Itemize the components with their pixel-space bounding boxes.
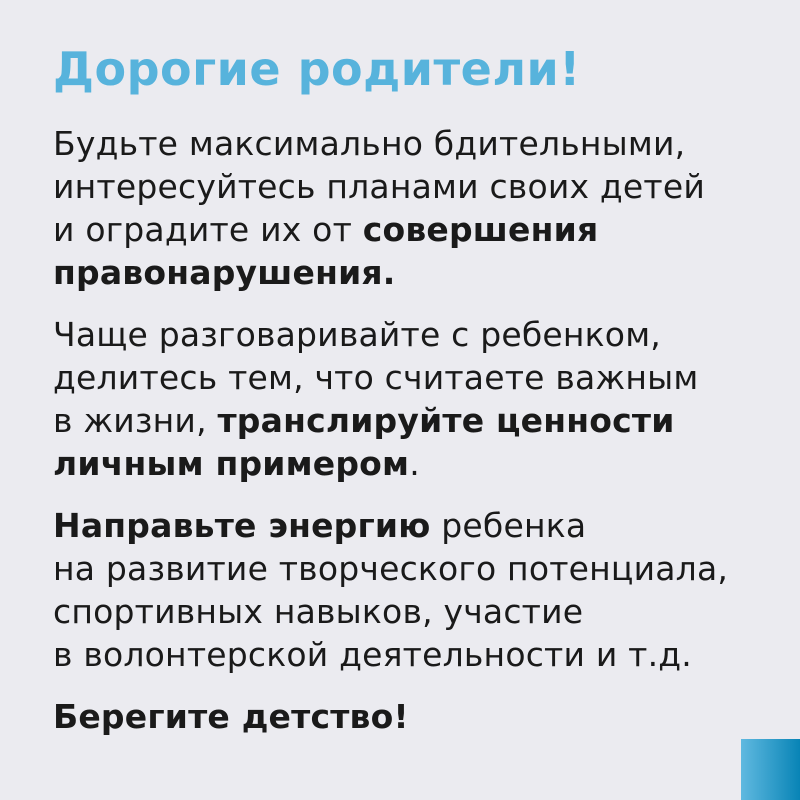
text-segment: правонарушения. [53, 253, 396, 292]
text-segment: Берегите детство! [53, 697, 409, 736]
paragraph [53, 313, 760, 485]
body-text [53, 122, 760, 738]
text-segment: делитесь тем, что считаете важным [53, 358, 699, 397]
paragraph [53, 504, 760, 676]
text-segment: интересуйтесь планами своих детей [53, 167, 705, 206]
page-title: Дорогие родители! [53, 42, 581, 96]
text-segment: . [409, 444, 420, 483]
corner-accent [741, 739, 800, 800]
text-segment: Будьте максимально бдительными, [53, 124, 686, 163]
text-segment: в волонтерской деятельности и т.д. [53, 635, 692, 674]
paragraph [53, 122, 760, 294]
text-segment: совершения [362, 210, 599, 249]
paragraph [53, 695, 760, 738]
text-segment: Чаще разговаривайте с ребенком, [53, 315, 661, 354]
text-segment: ребенка [430, 506, 587, 545]
text-segment: спортивных навыков, участие [53, 592, 584, 631]
text-segment: личным примером [53, 444, 410, 483]
text-segment: в жизни, [53, 401, 218, 440]
text-segment: и оградите их от [53, 210, 363, 249]
text-segment: на развитие творческого потенциала, [53, 549, 729, 588]
text-segment: Направьте энергию [53, 506, 431, 545]
text-segment: транслируйте ценности [217, 401, 675, 440]
